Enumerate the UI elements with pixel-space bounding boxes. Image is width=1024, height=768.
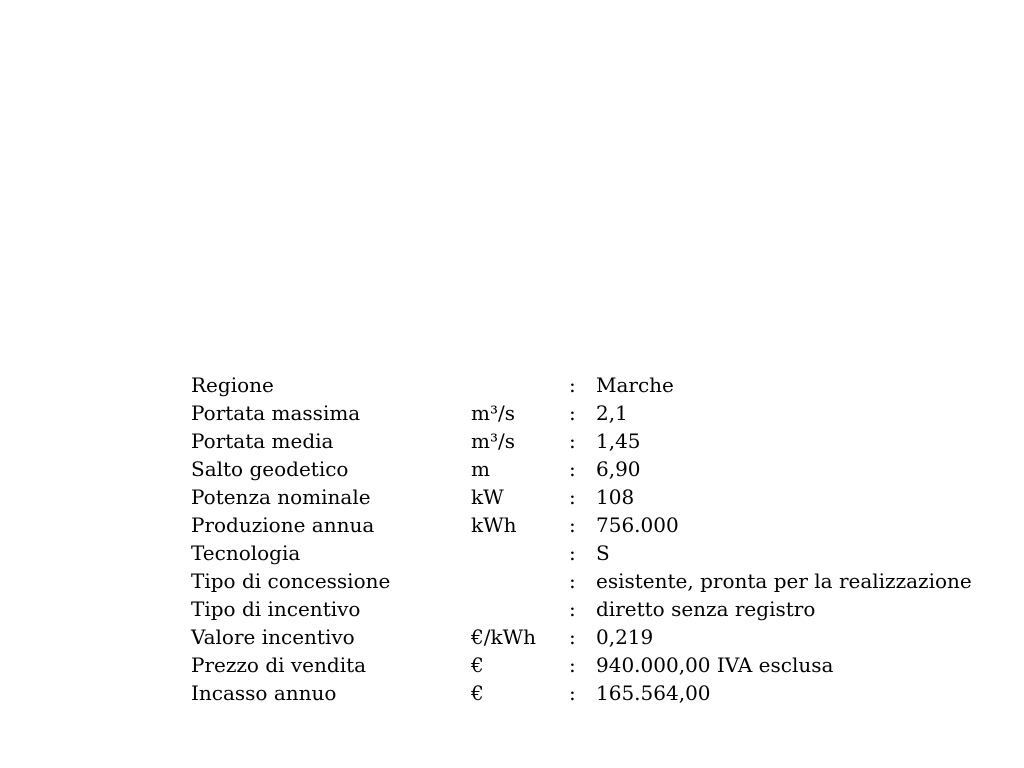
spec-unit: €/kWh	[471, 625, 537, 649]
spec-row-valore-incentivo	[191, 623, 972, 651]
spec-unit	[471, 567, 569, 595]
spec-value: 108	[596, 485, 635, 509]
plant-specs-body	[191, 371, 972, 707]
spec-value: 756.000	[596, 513, 679, 537]
spec-label: Incasso annuo	[191, 681, 337, 705]
spec-row-tecnologia	[191, 539, 972, 567]
spec-label: Prezzo di vendita	[191, 653, 367, 677]
spec-row-prezzo-di-vendita	[191, 651, 972, 679]
spec-row-tipo-di-concessione	[191, 567, 972, 595]
spec-unit: m	[471, 457, 490, 481]
spec-value: Marche	[596, 373, 674, 397]
spec-label: Tecnologia	[191, 541, 301, 565]
spec-separator: :	[569, 513, 576, 537]
spec-row-salto-geodetico	[191, 455, 972, 483]
spec-separator: :	[569, 625, 576, 649]
plant-specs-table	[191, 371, 972, 707]
spec-value: 6,90	[596, 457, 641, 481]
spec-unit	[471, 539, 569, 567]
spec-label: Tipo di incentivo	[191, 597, 361, 621]
spec-separator: :	[569, 401, 576, 425]
spec-separator: :	[569, 597, 576, 621]
spec-label: Portata media	[191, 429, 334, 453]
spec-separator: :	[569, 681, 576, 705]
spec-label: Regione	[191, 373, 274, 397]
spec-separator: :	[569, 653, 576, 677]
spec-value: 165.564,00	[596, 681, 711, 705]
spec-label: Portata massima	[191, 401, 361, 425]
spec-row-portata-media	[191, 427, 972, 455]
spec-unit: €	[471, 653, 484, 677]
spec-label: Potenza nominale	[191, 485, 371, 509]
spec-row-potenza-nominale	[191, 483, 972, 511]
spec-unit: m³/s	[471, 429, 515, 453]
spec-separator: :	[569, 485, 576, 509]
spec-label: Produzione annua	[191, 513, 375, 537]
spec-unit: €	[471, 681, 484, 705]
spec-value: 1,45	[596, 429, 641, 453]
spec-separator: :	[569, 457, 576, 481]
spec-value: diretto senza registro	[596, 597, 816, 621]
spec-value: esistente, pronta per la realizzazione	[596, 569, 972, 593]
spec-label: Valore incentivo	[191, 625, 355, 649]
spec-row-regione	[191, 371, 972, 399]
spec-value: 2,1	[596, 401, 628, 425]
spec-value: S	[596, 541, 610, 565]
spec-row-incasso-annuo	[191, 679, 972, 707]
spec-value: 940.000,00 IVA esclusa	[596, 653, 834, 677]
spec-separator: :	[569, 541, 576, 565]
spec-row-portata-massima	[191, 399, 972, 427]
spec-row-tipo-di-incentivo	[191, 595, 972, 623]
spec-unit: m³/s	[471, 401, 515, 425]
spec-label: Salto geodetico	[191, 457, 349, 481]
spec-unit	[471, 371, 569, 399]
spec-separator: :	[569, 429, 576, 453]
spec-unit: kWh	[471, 513, 517, 537]
spec-separator: :	[569, 373, 576, 397]
spec-separator: :	[569, 569, 576, 593]
spec-unit	[471, 595, 569, 623]
spec-label: Tipo di concessione	[191, 569, 391, 593]
spec-unit: kW	[471, 485, 504, 509]
spec-value: 0,219	[596, 625, 654, 649]
spec-row-produzione-annua	[191, 511, 972, 539]
